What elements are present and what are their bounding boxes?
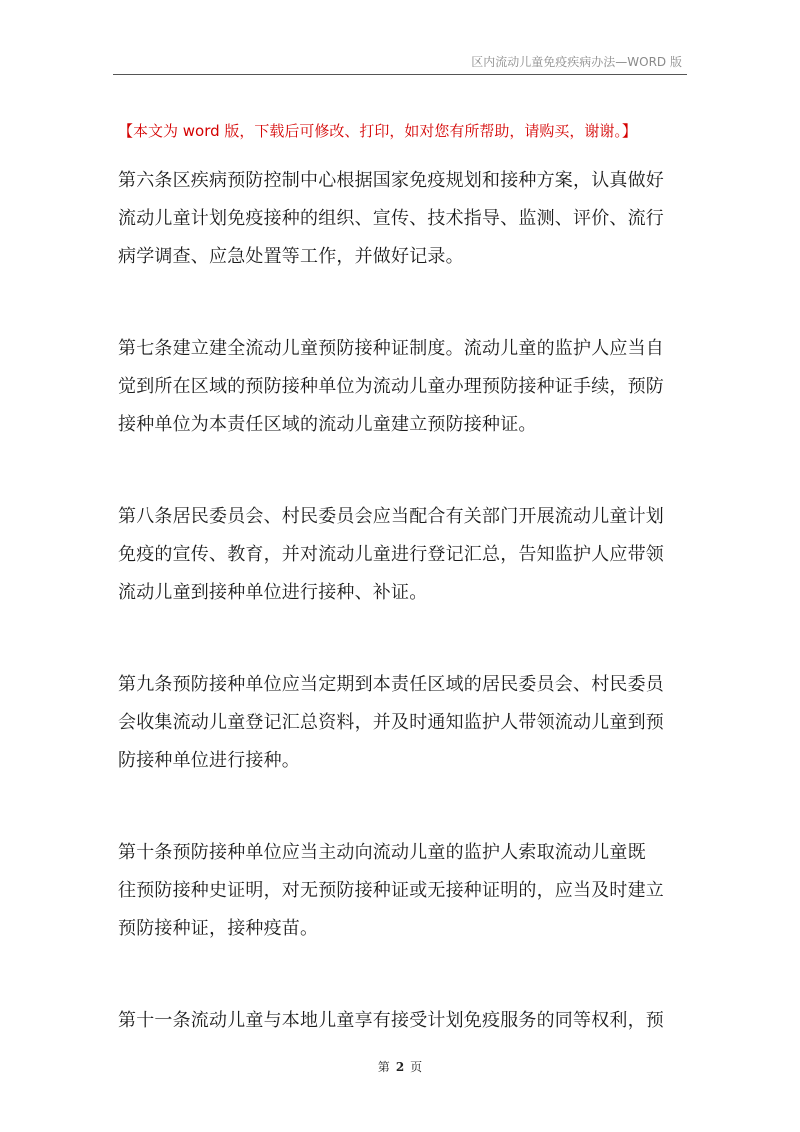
paragraph-line: 第九条预防接种单位应当定期到本责任区域的居民委员会、村民委员 [118,674,664,695]
document-header-title: 区内流动儿童免疫疾病办法—WORD 版 [471,55,682,69]
paragraph-line: 免疫的宣传、教育，并对流动儿童进行登记汇总，告知监护人应带领 [118,544,664,565]
paragraph-line: 接种单位为本责任区域的流动儿童建立预防接种证。 [118,414,537,435]
header-divider [113,74,687,75]
paragraph-line: 第十条预防接种单位应当主动向流动儿童的监护人索取流动儿童既 [118,842,646,863]
paragraph-article-7 [118,334,688,448]
paragraph-line: 防接种单位进行接种。 [118,750,300,771]
paragraph-line: 往预防接种史证明，对无预防接种证或无接种证明的，应当及时建立 [118,880,664,901]
paragraph-article-9 [118,670,688,784]
page-number-prefix: 第 [377,1060,390,1074]
paragraph-article-8 [118,502,688,616]
paragraph-article-6 [118,166,688,280]
paragraph-line: 流动儿童到接种单位进行接种、补证。 [118,582,428,603]
paragraph-line: 病学调查、应急处置等工作，并做好记录。 [118,246,464,267]
paragraph-line: 会收集流动儿童登记汇总资料，并及时通知监护人带领流动儿童到预 [118,712,664,733]
paragraph-line: 觉到所在区域的预防接种单位为流动儿童办理预防接种证手续，预防 [118,376,664,397]
paragraph-line: 第六条区疾病预防控制中心根据国家免疫规划和接种方案，认真做好 [118,170,664,191]
page-footer [0,1058,800,1075]
page-number: 2 [395,1060,405,1074]
paragraph-article-11 [118,1006,688,1044]
page-number-suffix: 页 [410,1060,423,1074]
paragraph-line: 流动儿童计划免疫接种的组织、宣传、技术指导、监测、评价、流行 [118,208,664,229]
paragraph-article-10 [118,838,688,952]
paragraph-line: 第七条建立建全流动儿童预防接种证制度。流动儿童的监护人应当自 [118,338,664,359]
paragraph-line: 预防接种证，接种疫苗。 [118,918,319,939]
paragraph-line: 第八条居民委员会、村民委员会应当配合有关部门开展流动儿童计划 [118,506,664,527]
paragraph-line: 第十一条流动儿童与本地儿童享有接受计划免疫服务的同等权利，预 [118,1010,664,1031]
download-notice: 【本文为 word 版，下载后可修改、打印，如对您有所帮助，请购买，谢谢。】 [118,122,637,140]
